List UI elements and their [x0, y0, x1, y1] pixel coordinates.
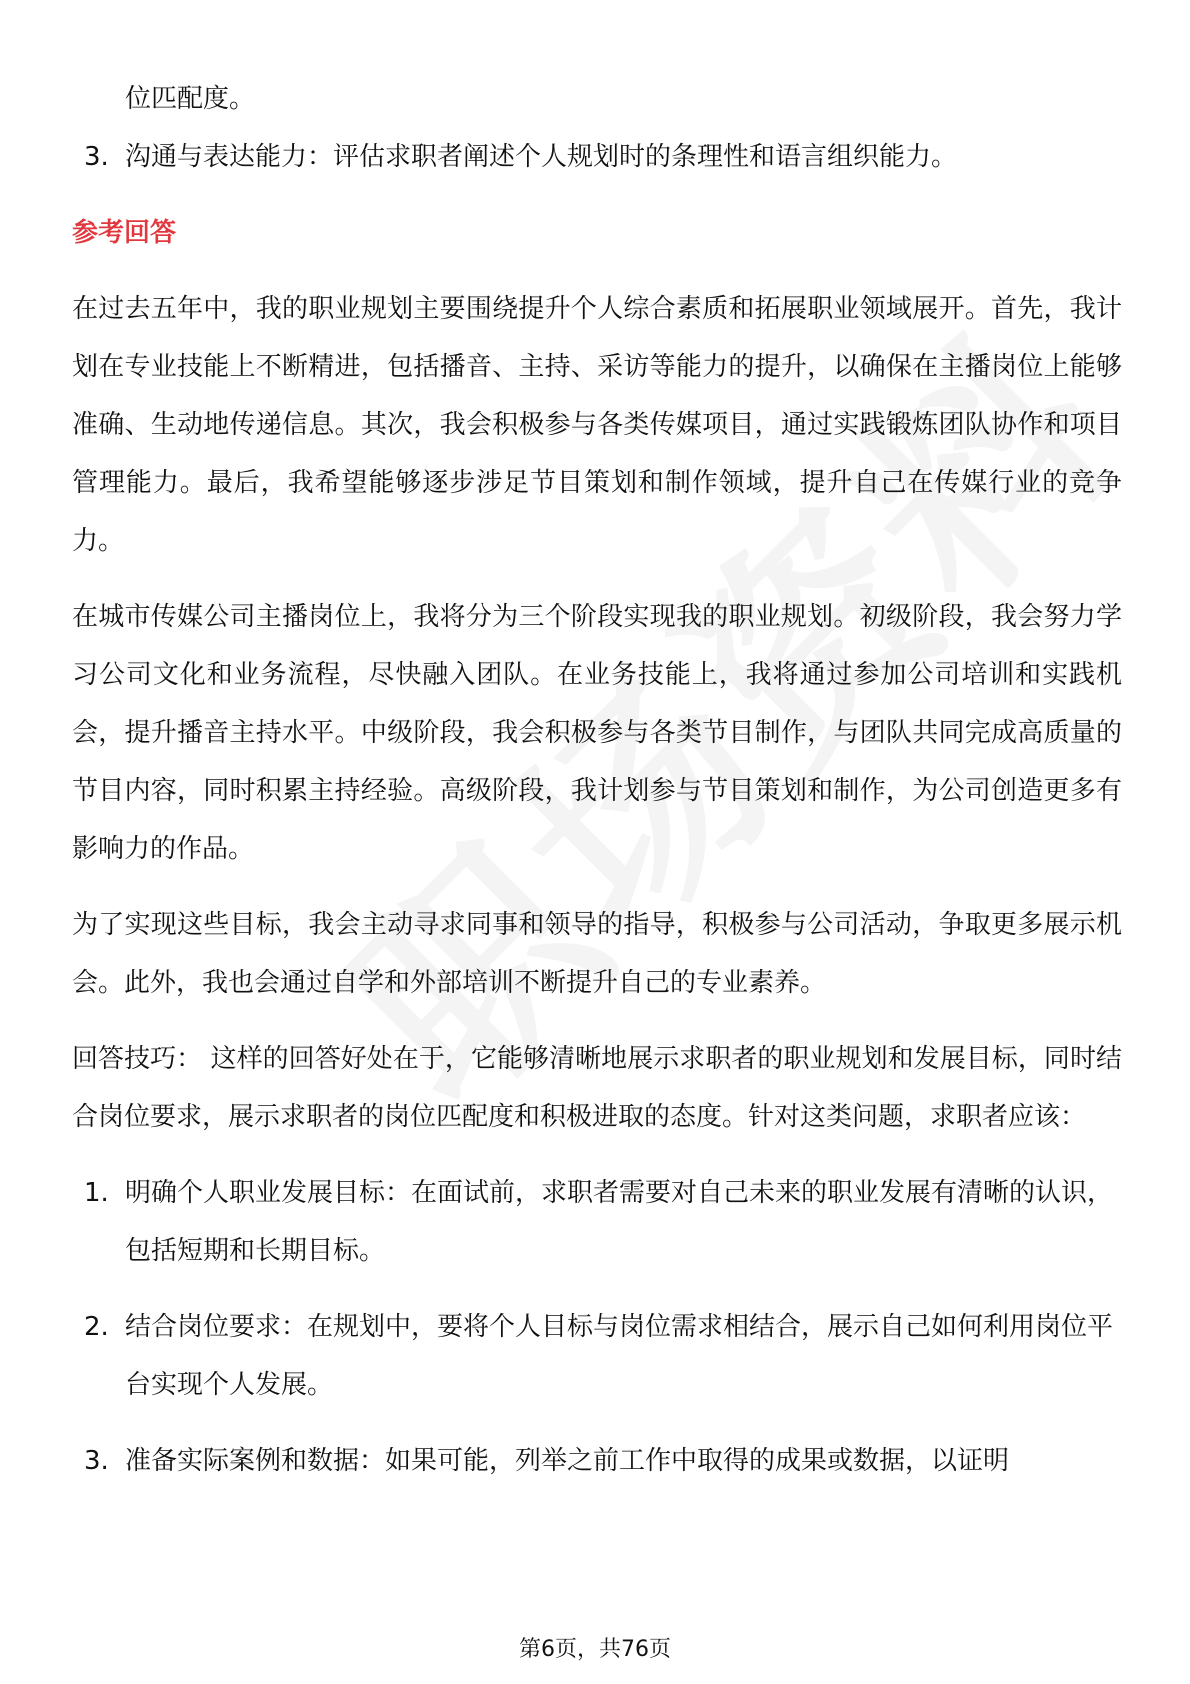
section-title: 参考回答	[72, 218, 177, 248]
list-item-continuation: 位匹配度。	[125, 84, 256, 114]
answer-paragraph-2: 在城市传媒公司主播岗位上，我将分为三个阶段实现我的职业规划。初级阶段，我会努力学习公司文化和业务流程，尽快融入团队。在业务技能上，我将通过参加公司培训和实践机会，提升播音主持水平。中级阶段，我会积极参与各类节目制作，与团队共同完成高质量的节目内容，同时积累主持经验。高级阶段，我计划参与节目策划和制作，为公司创造更多有影响力的作品。	[72, 602, 1122, 864]
tip-item-3	[72, 1432, 1122, 1490]
tip-item-2	[72, 1298, 1122, 1414]
tips-intro-paragraph: 回答技巧： 这样的回答好处在于，它能够清晰地展示求职者的职业规划和发展目标，同时结合岗位要求，展示求职者的岗位匹配度和积极进取的态度。针对这类问题，求职者应该：	[72, 1044, 1122, 1132]
list-number: 2.	[84, 1312, 109, 1342]
list-number: 3.	[84, 1446, 109, 1476]
list-text: 明确个人职业发展目标：在面试前，求职者需要对自己未来的职业发展有清晰的认识，包括短期和长期目标。	[125, 1178, 1114, 1266]
tip-item-1	[72, 1164, 1122, 1280]
page-number-footer: 第6页，共76页	[519, 1637, 671, 1662]
list-text: 准备实际案例和数据：如果可能，列举之前工作中取得的成果或数据，以证明	[125, 1446, 1010, 1476]
list-text: 沟通与表达能力：评估求职者阐述个人规划时的条理性和语言组织能力。	[125, 142, 958, 172]
criteria-item-3	[72, 128, 1122, 186]
list-number: 1.	[84, 1178, 109, 1208]
answer-paragraph-1: 在过去五年中，我的职业规划主要围绕提升个人综合素质和拓展职业领域展开。首先，我计划在专业技能上不断精进，包括播音、主持、采访等能力的提升，以确保在主播岗位上能够准确、生动地传递信息。其次，我会积极参与各类传媒项目，通过实践锻炼团队协作和项目管理能力。最后，我希望能够逐步涉足节目策划和制作领域，提升自己在传媒行业的竞争力。	[72, 294, 1122, 556]
page-content	[72, 70, 1122, 1490]
list-text: 结合岗位要求：在规划中，要将个人目标与岗位需求相结合，展示自己如何利用岗位平台实现个人发展。	[125, 1312, 1114, 1400]
list-number: 3.	[84, 142, 109, 172]
answer-paragraph-3: 为了实现这些目标，我会主动寻求同事和领导的指导，积极参与公司活动，争取更多展示机会。此外，我也会通过自学和外部培训不断提升自己的专业素养。	[72, 910, 1122, 998]
